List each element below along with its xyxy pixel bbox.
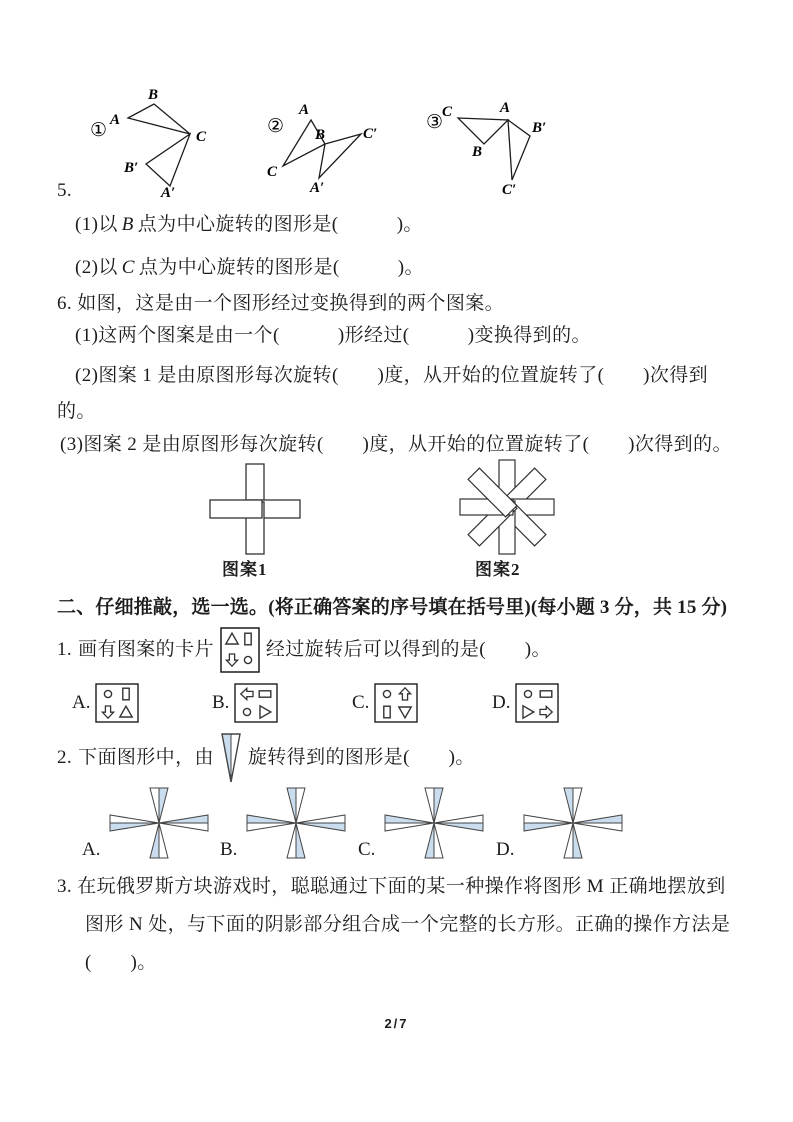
rotation-figure-1	[84, 84, 246, 200]
q5-sub2-post: 点为中心旋转的图形是( )。	[138, 257, 424, 278]
mc2-option-c-figure	[379, 785, 489, 861]
figure-3-label-cp: C′	[502, 182, 517, 198]
figure-3-index: ③	[426, 112, 444, 133]
mc1-option-b-label: B.	[212, 692, 230, 713]
figure-2-label-ap: A′	[310, 180, 325, 196]
q6-sub1: (1)这两个图案是由一个( )形经过( )变换得到的。	[75, 325, 591, 346]
mc2-stem-triangle	[220, 732, 242, 784]
figure-1-label-bp: B′	[124, 160, 139, 176]
figure-2-label-a: A	[299, 102, 310, 118]
mc1-option-c-card	[374, 683, 418, 723]
figure-2-label-cp: C′	[363, 126, 378, 142]
figure-1-label-a: A	[110, 112, 121, 128]
q5-sub1	[75, 211, 423, 239]
mc2-pre: 下面图形中，由	[78, 747, 214, 768]
mc3-line1	[57, 868, 726, 906]
mc2-option-c-label: C.	[358, 839, 376, 860]
figure-2-label-b: B	[315, 127, 326, 143]
mc3-line2: 图形 N 处，与下面的阴影部分组合成一个完整的长方形。正确的操作方法是	[85, 914, 731, 935]
q6-intro	[57, 290, 504, 318]
figure-3-label-bp: B′	[532, 120, 547, 136]
mc1-option-a-label: A.	[72, 692, 91, 713]
mc2-option-b-figure	[241, 785, 351, 861]
pattern-1-caption: 图案1	[222, 560, 268, 579]
mc3-line3: ( )。	[85, 952, 157, 973]
mc1-stem-card	[220, 627, 260, 673]
figure-1-label-c: C	[196, 129, 207, 145]
section-2-heading: 二、仔细推敲，选一选。(将正确答案的序号填在括号里)(每小题 3 分，共 15 分)	[57, 597, 728, 618]
q6-sub2-line2: 的。	[57, 401, 96, 422]
figure-3-label-a: A	[500, 100, 511, 116]
q6-sub3: (3)图案 2 是由原图形每次旋转( )度，从开始的位置旋转了( )次得到的。	[60, 434, 732, 455]
rotation-figure-3	[424, 90, 564, 198]
mc1-option-c-label: C.	[352, 692, 370, 713]
mc2-option-d-figure	[518, 785, 628, 861]
mc1-pre: 画有图案的卡片	[78, 639, 214, 660]
figure-1-label-ap: A′	[161, 185, 176, 200]
figure-3-label-b: B	[472, 144, 483, 160]
mc1-option-a	[72, 683, 139, 723]
pattern-2-caption: 图案2	[475, 560, 521, 579]
figure-1-index: ①	[90, 120, 108, 141]
page-number: 2/7	[384, 1016, 409, 1031]
q6-intro-text: 如图，这是由一个图形经过变换得到的两个图案。	[77, 293, 505, 314]
mc1-option-d	[492, 683, 559, 723]
q5-sub2	[75, 254, 424, 282]
mc1-option-c	[352, 683, 418, 723]
mc3-number: 3.	[57, 876, 73, 897]
figure-1-label-b: B	[148, 87, 159, 103]
mc2-post: 旋转得到的图形是( )。	[247, 747, 475, 768]
mc2-option-d-label: D.	[496, 839, 515, 860]
q6-number: 6.	[57, 293, 73, 314]
mc2-number: 2.	[57, 747, 73, 768]
q6-sub2-line1: (2)图案 1 是由原图形每次旋转( )度，从开始的位置旋转了( )次得到	[75, 365, 709, 386]
figure-3-label-c: C	[442, 104, 453, 120]
rotation-figure-2	[263, 92, 399, 196]
mc2-question	[57, 731, 475, 785]
q5-sub1-var: B	[121, 214, 134, 235]
mc1-option-b	[212, 683, 278, 723]
mc1-option-b-card	[234, 683, 278, 723]
mc2-option-d	[496, 785, 628, 861]
q5-sub2-var: C	[121, 257, 135, 278]
mc2-option-b	[220, 785, 351, 861]
q5-sub2-pre: (2)以	[75, 257, 118, 278]
mc1-option-d-label: D.	[492, 692, 511, 713]
mc1-question	[57, 624, 551, 676]
mc1-option-d-card	[515, 683, 559, 723]
mc2-option-a-figure	[104, 785, 214, 861]
figure-2-label-c: C	[267, 164, 278, 180]
pattern-1-figure	[205, 462, 305, 556]
mc3-line1-text: 在玩俄罗斯方块游戏时，聪聪通过下面的某一种操作将图形 M 正确地摆放到	[77, 876, 726, 897]
figure-2-index: ②	[267, 116, 285, 137]
mc2-option-a	[82, 785, 214, 861]
mc1-option-a-card	[95, 683, 139, 723]
q5-number: 5.	[57, 180, 73, 201]
q5-sub1-post: 点为中心旋转的图形是( )。	[137, 214, 423, 235]
mc1-number: 1.	[57, 639, 73, 660]
mc1-post: 经过旋转后可以得到的是( )。	[265, 639, 551, 660]
pattern-2-figure	[455, 458, 559, 556]
q5-sub1-pre: (1)以	[75, 214, 118, 235]
mc2-option-a-label: A.	[82, 839, 101, 860]
mc2-option-c	[358, 785, 489, 861]
mc2-option-b-label: B.	[220, 839, 238, 860]
